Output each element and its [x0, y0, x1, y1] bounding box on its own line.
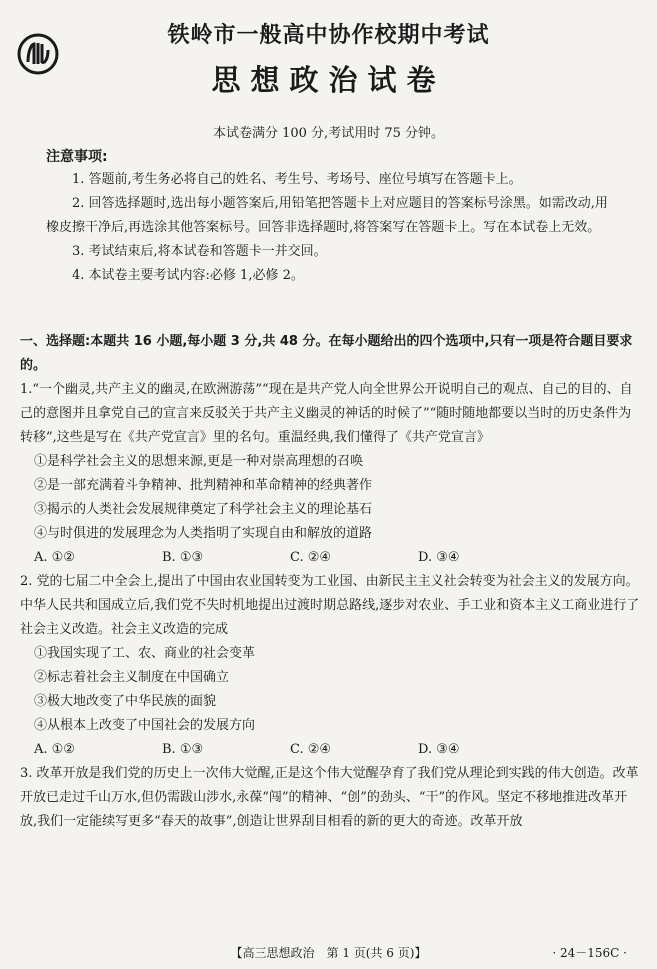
choice-a: A. ①②	[34, 550, 75, 565]
question-option: ③揭示的人类社会发展规律奠定了科学社会主义的理论基石	[34, 502, 373, 517]
choice-c: C. ②④	[290, 550, 332, 565]
question-text: 1.“一个幽灵,共产主义的幽灵,在欧洲游荡”“现在是共产党人向全世界公开说明自己的观点、自己的目的、自己的意图并且拿党自己的宣言来反驳关于共产主义幽灵的神话的时候了”“随时随地都要以当时的历史条件为转移”,这些是写在《共产党宣言》里的名句。重温经典,我们懂得了《共产党宣言》	[20, 382, 633, 445]
exam-intro: 本试卷满分 100 分,考试用时 75 分钟。	[212, 126, 445, 141]
answer-choices	[20, 546, 640, 570]
notice-list	[46, 168, 612, 288]
question-text: 2. 党的七届二中全会上,提出了中国由农业国转变为工业国、由新民主主义社会转变为社会主义的发展方向。中华人民共和国成立后,我们党不失时机地提出过渡时期总路线,逐步对农业、手工业和资本主义工商业进行了社会主义改造。社会主义改造的完成	[20, 574, 640, 637]
question-option: ②标志着社会主义制度在中国确立	[34, 670, 230, 685]
exam-subtitle: 思想政治试卷	[211, 63, 446, 97]
footer-page-info: 【高三思想政治 第 1 页(共 6 页)】	[230, 946, 427, 960]
answer-choices	[20, 738, 640, 762]
notice-item: 2. 回答选择题时,选出每小题答案后,用铅笔把答题卡上对应题目的答案标号涂黑。如需改动,用橡皮擦干净后,再选涂其他答案标号。回答非选择题时,将答案写在答题卡上。写在本试卷上无效。	[46, 196, 608, 235]
question-3	[20, 762, 640, 834]
notice-item: 1. 答题前,考生务必将自己的姓名、考生号、考场号、座位号填写在答题卡上。	[72, 172, 522, 187]
footer-code: · 24－156C ·	[552, 946, 627, 960]
choice-a: A. ①②	[34, 742, 75, 757]
choice-b: B. ①③	[162, 742, 204, 757]
question-option: ②是一部充满着斗争精神、批判精神和革命精神的经典著作	[34, 478, 373, 493]
notice-item: 4. 本试卷主要考试内容:必修 1,必修 2。	[72, 268, 304, 283]
notice-item: 3. 考试结束后,将本试卷和答题卡一并交回。	[72, 244, 327, 259]
section-heading: 一、选择题:本题共 16 小题,每小题 3 分,共 48 分。在每小题给出的四个选项中,只有一项是符合题目要求的。	[20, 334, 633, 373]
choice-d: D. ③④	[418, 742, 460, 757]
question-option: ④与时俱进的发展理念为人类指明了实现自由和解放的道路	[34, 526, 373, 541]
question-option: ④从根本上改变了中国社会的发展方向	[34, 718, 256, 733]
choice-c: C. ②④	[290, 742, 332, 757]
question-option: ③极大地改变了中华民族的面貌	[34, 694, 217, 709]
question-option: ①我国实现了工、农、商业的社会变革	[34, 646, 256, 661]
question-1	[20, 378, 640, 570]
notice-heading: 注意事项:	[46, 149, 108, 165]
choice-d: D. ③④	[418, 550, 460, 565]
question-text: 3. 改革开放是我们党的历史上一次伟大觉醒,正是这个伟大觉醒孕育了我们党从理论到实践的伟大创造。改革开放已走过千山万水,但仍需跋山涉水,永葆“闯”的精神、“创”的劲头、“干”的作风。坚定不移地推进改革开放,我们一定能续写更多“春天的故事”,创造让世界刮目相看的新的更大的奇迹。改革开放	[20, 766, 639, 829]
question-2	[20, 570, 640, 762]
questions-area	[20, 330, 640, 834]
exam-title: 铁岭市一般高中协作校期中考试	[167, 23, 490, 48]
question-option: ①是科学社会主义的思想来源,更是一种对崇高理想的召唤	[34, 454, 364, 469]
choice-b: B. ①③	[162, 550, 204, 565]
